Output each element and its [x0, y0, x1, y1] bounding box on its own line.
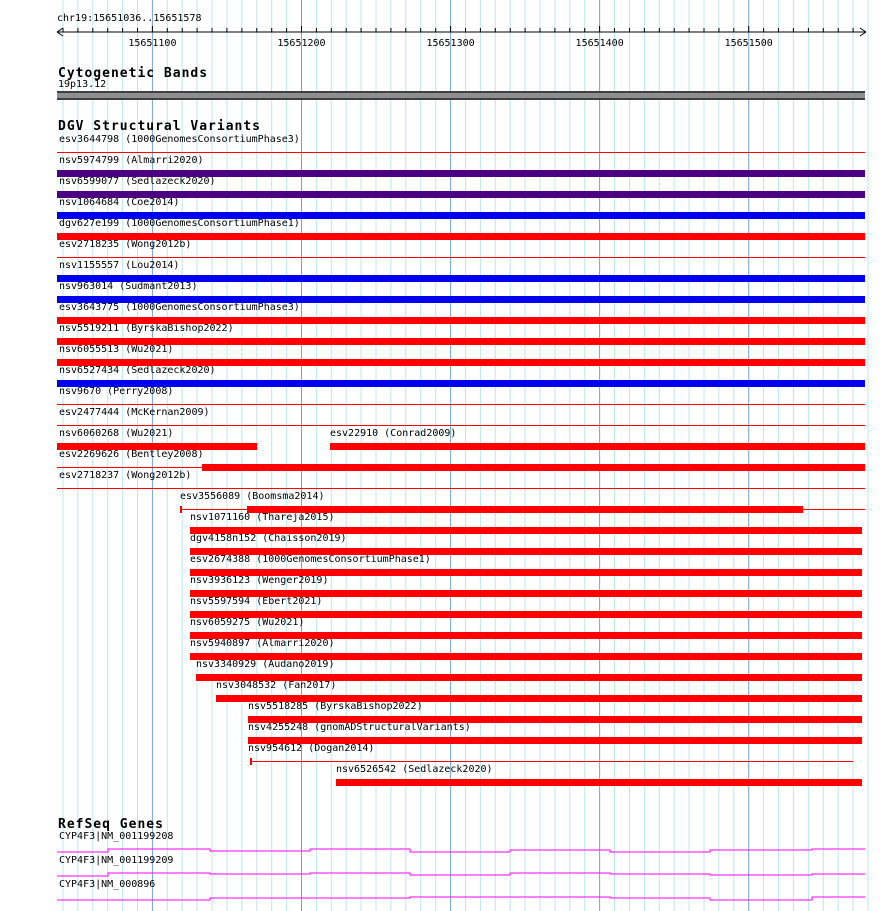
ruler-tick-label: 15651500 [724, 38, 773, 49]
gene-line[interactable] [57, 849, 865, 852]
gene-line[interactable] [57, 897, 865, 900]
variant-label: nsv5519211 (ByrskaBishop2022) [59, 323, 234, 334]
variant-label: nsv1071160 (Thareja2015) [190, 512, 335, 523]
variant-bar[interactable] [57, 443, 257, 450]
variant-bar[interactable] [57, 233, 865, 240]
variant-bar[interactable] [190, 611, 862, 618]
ruler-left-arrow-icon [57, 32, 63, 36]
variant-line[interactable] [57, 467, 202, 468]
dgv-structural-variants-title: DGV Structural Variants [58, 119, 262, 134]
ruler-tick-label: 15651200 [277, 38, 326, 49]
variant-line[interactable] [57, 488, 865, 489]
variant-label: nsv6527434 (Sedlazeck2020) [59, 365, 216, 376]
variant-label: esv3556089 (Boomsma2014) [180, 491, 325, 502]
gene-label: CYP4F3|NM_001199209 [59, 855, 174, 866]
variant-bar[interactable] [330, 443, 865, 450]
variant-bar[interactable] [57, 296, 865, 303]
variant-label: nsv963014 (Sudmant2013) [59, 281, 198, 292]
cytogenetic-bands-title: Cytogenetic Bands [58, 66, 209, 81]
variant-line[interactable] [252, 761, 853, 762]
variant-label: nsv5518285 (ByrskaBishop2022) [248, 701, 423, 712]
variant-label: esv22910 (Conrad2009) [330, 428, 457, 439]
variant-bar[interactable] [247, 506, 803, 513]
variant-label: nsv6060268 (Wu2021) [59, 428, 174, 439]
variant-label: esv2477444 (McKernan2009) [59, 407, 210, 418]
variant-label: esv3644798 (1000GenomesConsortiumPhase3) [59, 134, 300, 145]
cytoband-label: 19p13.12 [58, 79, 107, 90]
variant-line[interactable] [57, 425, 865, 426]
variant-bar[interactable] [57, 380, 865, 387]
variant-label: nsv6055513 (Wu2021) [59, 344, 174, 355]
variant-label: nsv5597594 (Ebert2021) [190, 596, 323, 607]
region-title: chr19:15651036..15651578 [57, 13, 202, 24]
variant-label: nsv9670 (Perry2008) [59, 386, 174, 397]
variant-label: nsv3936123 (Wenger2019) [190, 575, 329, 586]
variant-bar[interactable] [57, 170, 865, 177]
variant-bar[interactable] [336, 779, 862, 786]
variant-bar[interactable] [190, 632, 862, 639]
variant-label: dgv4158n152 (Chaisson2019) [190, 533, 347, 544]
variant-line[interactable] [803, 509, 865, 510]
variant-bar[interactable] [190, 548, 862, 555]
variant-bar[interactable] [248, 737, 862, 744]
variant-label: nsv3048532 (Fan2017) [216, 680, 337, 691]
variant-bar[interactable] [57, 359, 865, 366]
variant-line[interactable] [57, 257, 865, 258]
variant-bar[interactable] [57, 338, 865, 345]
variant-line[interactable] [57, 404, 865, 405]
variant-label: nsv1064684 (Coe2014) [59, 197, 180, 208]
variant-bar[interactable] [216, 695, 862, 702]
ruler-right-arrow-icon [860, 28, 866, 32]
variant-endcap[interactable] [180, 506, 182, 513]
variant-label: esv2269626 (Bentley2008) [59, 449, 204, 460]
variant-label: nsv5974799 (Almarri2020) [59, 155, 204, 166]
variant-bar[interactable] [57, 317, 865, 324]
ruler-tick-label: 15651100 [128, 38, 177, 49]
variant-bar[interactable] [248, 716, 862, 723]
variant-bar[interactable] [202, 464, 865, 471]
variant-bar[interactable] [190, 569, 862, 576]
variant-line[interactable] [182, 509, 247, 510]
variant-bar[interactable] [196, 674, 862, 681]
cytoband-bar-fill [57, 93, 865, 98]
variant-endcap[interactable] [250, 758, 252, 765]
ruler-left-arrow-icon [57, 28, 63, 32]
variant-label: esv2718235 (Wong2012b) [59, 239, 192, 250]
variant-label: esv2718237 (Wong2012b) [59, 470, 192, 481]
ruler-tick-label: 15651300 [426, 38, 475, 49]
variant-label: nsv6526542 (Sedlazeck2020) [336, 764, 493, 775]
ruler-tick-label: 15651400 [575, 38, 624, 49]
gene-label: CYP4F3|NM_001199208 [59, 831, 174, 842]
ruler-right-arrow-icon [860, 32, 866, 36]
variant-label: nsv4255248 (gnomADStructuralVariants) [248, 722, 471, 733]
variant-bar[interactable] [57, 275, 865, 282]
variant-label: esv2674388 (1000GenomesConsortiumPhase1) [190, 554, 431, 565]
variant-label: esv3643775 (1000GenomesConsortiumPhase3) [59, 302, 300, 313]
variant-bar[interactable] [57, 191, 865, 198]
variant-label: nsv954612 (Dogan2014) [248, 743, 375, 754]
variant-bar[interactable] [190, 527, 862, 534]
gene-label: CYP4F3|NM_000896 [59, 879, 156, 890]
variant-line[interactable] [57, 152, 865, 153]
refseq-genes-title: RefSeq Genes [58, 817, 164, 832]
variant-label: nsv6059275 (Wu2021) [190, 617, 305, 628]
variant-label: dgv627e199 (1000GenomesConsortiumPhase1) [59, 218, 300, 229]
variant-label: nsv3340929 (Audano2019) [196, 659, 335, 670]
variant-bar[interactable] [57, 212, 865, 219]
variant-bar[interactable] [190, 590, 862, 597]
gene-line[interactable] [57, 873, 865, 876]
variant-label: nsv5940897 (Almarri2020) [190, 638, 335, 649]
variant-label: nsv1155557 (Lou2014) [59, 260, 180, 271]
variant-bar[interactable] [190, 653, 862, 660]
variant-label: nsv6599077 (Sedlazeck2020) [59, 176, 216, 187]
